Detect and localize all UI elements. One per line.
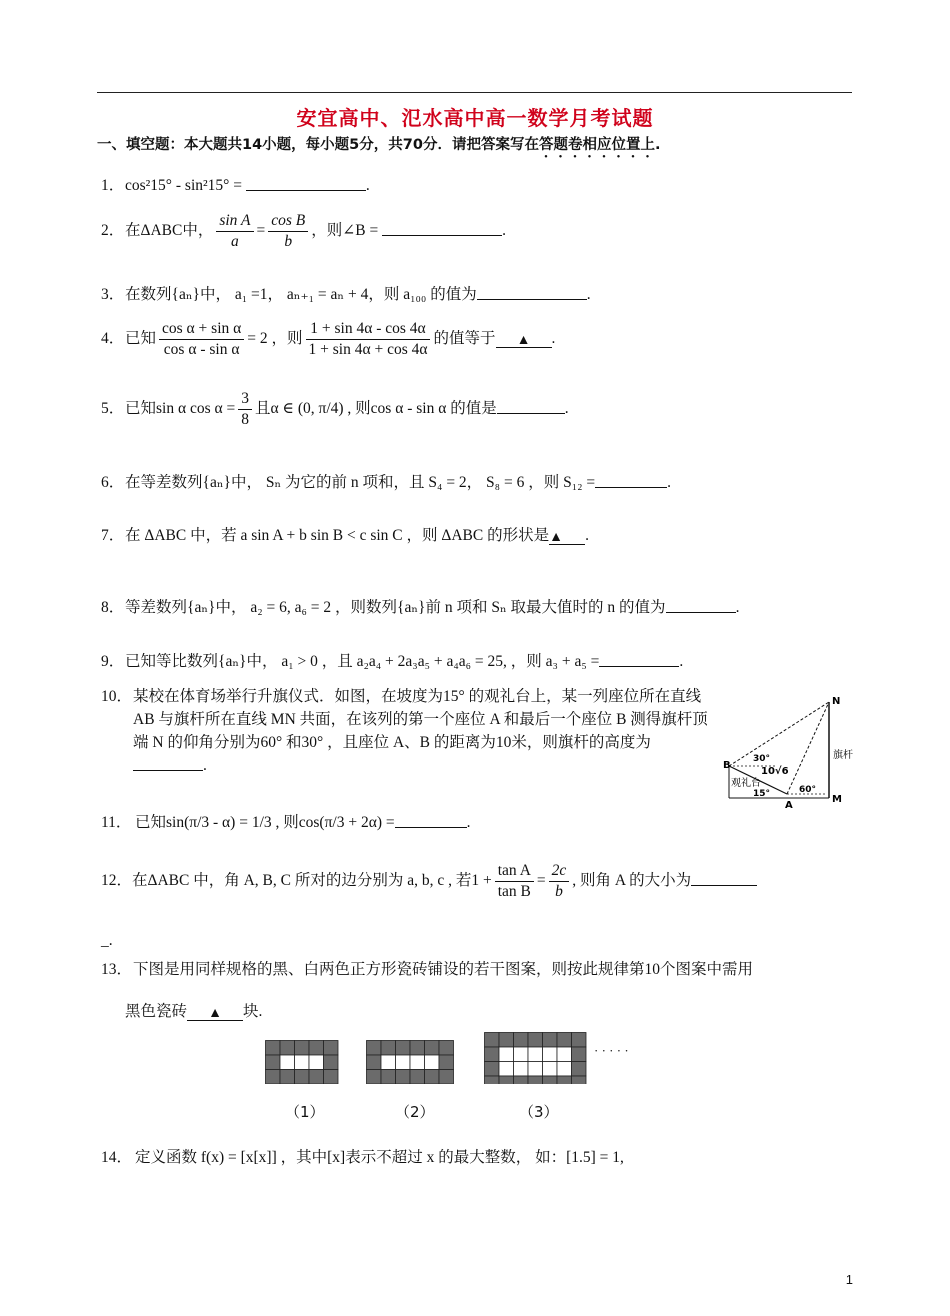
black-tile <box>557 1076 572 1084</box>
q1-text: cos²15° - sin²15° = <box>125 177 246 194</box>
black-tile <box>499 1076 514 1084</box>
black-tile <box>439 1055 454 1070</box>
black-tile <box>572 1062 587 1077</box>
black-tile <box>514 1033 529 1048</box>
answer-blank[interactable] <box>133 756 203 771</box>
black-tile <box>439 1041 454 1056</box>
white-tile <box>295 1055 310 1070</box>
header-rule <box>97 92 852 93</box>
white-tile <box>396 1055 411 1070</box>
label-distance: 10√6 <box>761 766 789 777</box>
black-tile <box>514 1076 529 1084</box>
black-tile <box>439 1070 454 1085</box>
black-tile <box>324 1070 339 1085</box>
black-tile <box>266 1070 281 1085</box>
black-tile <box>324 1041 339 1056</box>
label-M: M <box>832 794 842 805</box>
white-tile <box>381 1055 396 1070</box>
white-tile <box>528 1047 543 1062</box>
question-12: 12．在ΔABC 中，角 A, B, C 所对的边分别为 a, b, c , 若1 + $\frac{\text{tan A}}{\text{tan B}}$ = $\frac{2c}{b}$ , 则角 A 的大小为 <box>101 862 757 901</box>
black-tile <box>425 1070 440 1085</box>
white-tile <box>557 1062 572 1077</box>
flagpole-diagram <box>723 690 858 810</box>
answer-blank[interactable] <box>477 285 587 300</box>
black-tile <box>485 1047 500 1062</box>
answer-blank[interactable] <box>395 813 467 828</box>
black-tile <box>557 1033 572 1048</box>
black-tile <box>410 1041 425 1056</box>
page-number: 1 <box>845 1272 853 1287</box>
tile-ellipsis: · · · · · <box>594 1043 629 1058</box>
question-9: 9．已知等比数列{aₙ}中， a₁ > 0 ，且 a₂a₄ + 2a₃a₅ + a₄a₆ = 25, ，则 a₃ + a₅ = . <box>101 653 684 670</box>
answer-blank[interactable] <box>595 473 667 488</box>
question-4: 4．已知 $\frac{\text{cos α + sin α}}{\text{cos α - sin α}}$ = 2 ，则 $\frac{1 + \sin 4\alpha - \cos 4\alpha}{1 + \sin 4\alpha + \cos 4\alpha}$ 的值等于 ▲ . <box>101 320 556 358</box>
white-tile <box>557 1047 572 1062</box>
question-14: 14． 定义函数 f(x) = [x[x]] ，其中[x]表示不超过 x 的最大整数， 如：[1.5] = 1, <box>101 1149 624 1166</box>
black-tile <box>309 1041 324 1056</box>
black-tile <box>485 1076 500 1084</box>
black-tile <box>528 1033 543 1048</box>
label-flagpole: 旗杆 <box>833 750 853 761</box>
black-tile <box>543 1033 558 1048</box>
white-tile <box>543 1047 558 1062</box>
section-heading: 一、填空题：本大题共14小题，每小题5分，共70分．请把答案写在答题卷相应位置上. <box>97 137 661 153</box>
flagpole-figure <box>723 690 858 815</box>
black-tile <box>295 1041 310 1056</box>
black-tile <box>572 1033 587 1048</box>
exam-title: 安宜高中、氾水高中高一数学月考试题 <box>296 106 654 130</box>
label-B: B <box>723 760 731 771</box>
white-tile <box>499 1047 514 1062</box>
label-60: 60° <box>799 785 817 795</box>
black-tile <box>572 1047 587 1062</box>
black-tile <box>425 1041 440 1056</box>
answer-blank[interactable] <box>599 652 679 667</box>
black-tile <box>266 1055 281 1070</box>
question-11: 11． 已知sin(π/3 - α) = 1/3 , 则cos(π/3 + 2α) = . <box>101 814 471 831</box>
tile-caption-2: （2） <box>395 1103 435 1121</box>
white-tile <box>280 1055 295 1070</box>
black-tile <box>324 1055 339 1070</box>
label-30: 30° <box>753 754 771 764</box>
question-12-wrap: _. <box>101 932 113 949</box>
label-stand: 观礼台 <box>731 778 761 789</box>
label-N: N <box>832 696 841 707</box>
tile-pattern-2 <box>366 1040 458 1084</box>
white-tile <box>543 1062 558 1077</box>
tile-pattern-1 <box>265 1040 341 1084</box>
black-tile <box>528 1076 543 1084</box>
black-tile <box>309 1070 324 1085</box>
question-1: 1．cos²15° - sin²15° = . <box>101 177 370 194</box>
label-A: A <box>785 800 793 810</box>
black-tile <box>485 1033 500 1048</box>
answer-triangle[interactable]: ▲ <box>496 333 552 348</box>
answer-blank[interactable] <box>497 399 565 414</box>
question-5: 5．已知sin α cos α = $\frac{3}{8}$ 且α ∈ (0, π/4) , 则cos α - sin α 的值是 . <box>101 390 569 428</box>
question-8: 8．等差数列{aₙ}中， a₂ = 6, a₆ = 2 ，则数列{aₙ}前 n 项和 Sₙ 取最大值时的 n 的值为 . <box>101 599 740 616</box>
answer-blank[interactable] <box>246 176 366 191</box>
white-tile <box>309 1055 324 1070</box>
black-tile <box>367 1070 382 1085</box>
black-tile <box>396 1070 411 1085</box>
question-13-line2: 黑色瓷砖 ▲ 块. <box>125 1003 263 1021</box>
question-13: 13．下图是用同样规格的黑、白两色正方形瓷砖铺设的若干图案，则按此规律第10个图案中需用 <box>101 961 754 978</box>
label-15: 15° <box>753 789 771 799</box>
black-tile <box>396 1041 411 1056</box>
answer-triangle[interactable]: ▲ <box>549 530 585 545</box>
black-tile <box>381 1041 396 1056</box>
question-6: 6．在等差数列{aₙ}中， Sₙ 为它的前 n 项和，且 S₄ = 2， S₈ = 6 ，则 S₁₂ = . <box>101 474 671 491</box>
answer-blank[interactable] <box>691 871 757 886</box>
black-tile <box>367 1041 382 1056</box>
question-3: 3．在数列{aₙ}中， a₁ =1， aₙ₊₁ = aₙ + 4，则 a₁₀₀ 的值为 . <box>101 286 591 303</box>
question-2: 2．在ΔABC中， $\frac{\text{sin A}}{a}$ = $\frac{\text{cos B}}{b}$ ，则∠B = . <box>101 212 506 250</box>
black-tile <box>572 1076 587 1084</box>
white-tile <box>499 1062 514 1077</box>
black-tile <box>266 1041 281 1056</box>
black-tile <box>543 1076 558 1084</box>
black-tile <box>381 1070 396 1085</box>
question-10: 10．某校在体育场举行升旗仪式．如图，在坡度为15° 的观礼台上，某一列座位所在直线 AB 与旗杆所在直线 MN 共面，在该列的第一个座位 A 和最后一个座位 B 测得旗杆顶端 N 的仰角分别为60° 和30° ，且座位 A、B 的距离为10米，则旗杆的高度为. <box>101 688 708 774</box>
question-7: 7．在 ΔABC 中，若 a sin A + b sin B < c sin C ，则 ΔABC 的形状是▲ . <box>101 527 589 545</box>
white-tile <box>425 1055 440 1070</box>
black-tile <box>499 1033 514 1048</box>
answer-blank[interactable] <box>382 221 502 236</box>
tile-caption-1: （1） <box>285 1103 325 1121</box>
white-tile <box>514 1047 529 1062</box>
black-tile <box>295 1070 310 1085</box>
tile-caption-3: （3） <box>519 1103 559 1121</box>
white-tile <box>528 1062 543 1077</box>
tile-pattern-3 <box>484 1032 592 1084</box>
black-tile <box>280 1041 295 1056</box>
black-tile <box>367 1055 382 1070</box>
white-tile <box>410 1055 425 1070</box>
black-tile <box>280 1070 295 1085</box>
black-tile <box>410 1070 425 1085</box>
white-tile <box>514 1062 529 1077</box>
answer-blank[interactable] <box>666 598 736 613</box>
black-tile <box>485 1062 500 1077</box>
answer-triangle[interactable]: ▲ <box>187 1006 243 1021</box>
